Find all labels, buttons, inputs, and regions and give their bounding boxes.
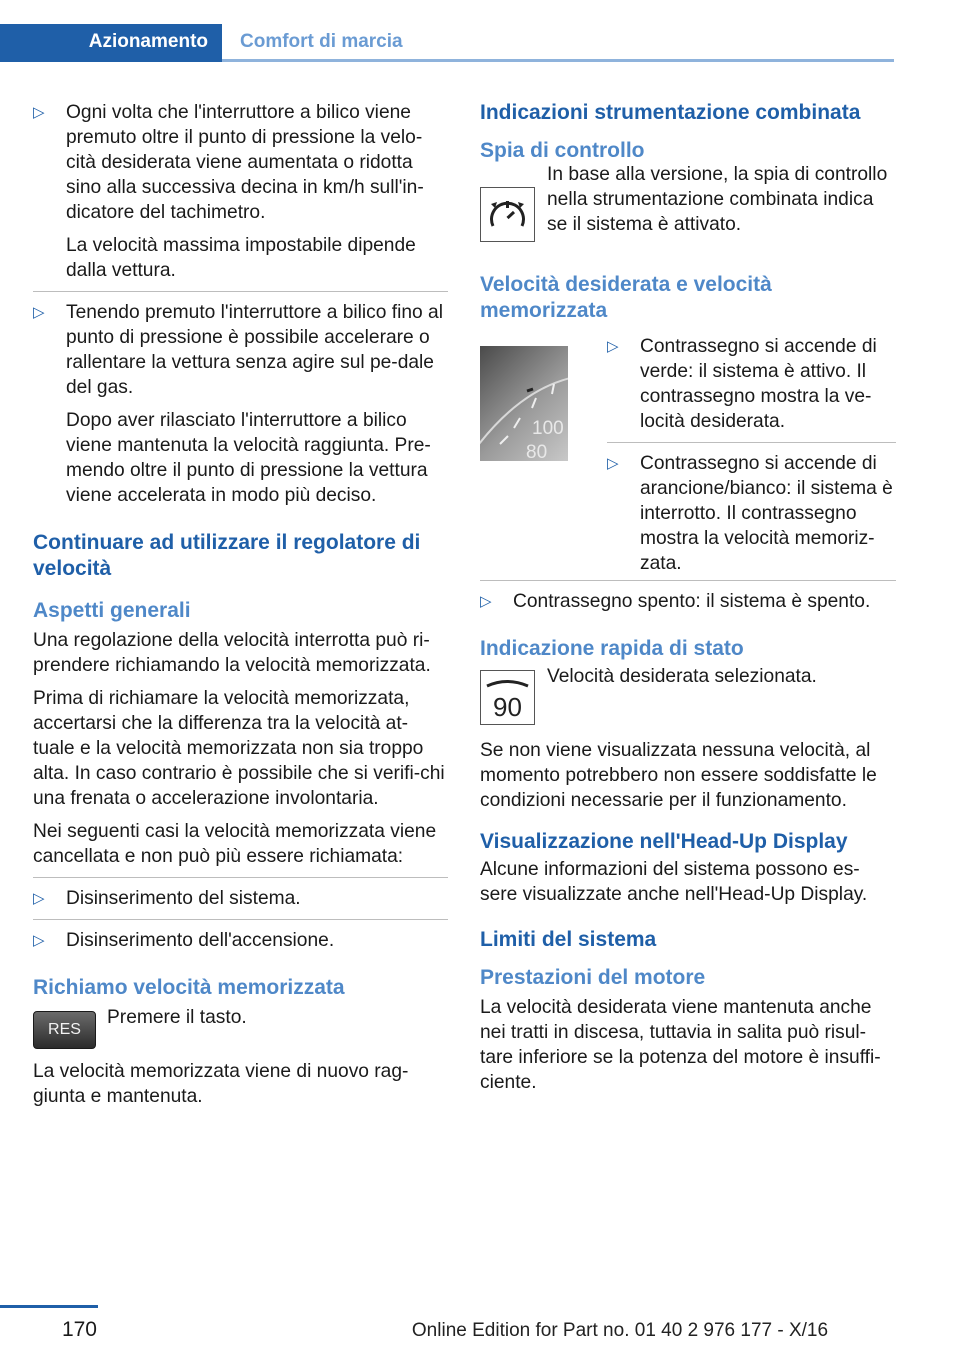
heading-limits: Limiti del sistema bbox=[480, 928, 657, 951]
list-item bbox=[33, 300, 448, 508]
heading-hud: Visualizzazione nell'Head-Up Display bbox=[480, 830, 848, 853]
list-item bbox=[33, 100, 448, 283]
heading-general: Aspetti generali bbox=[33, 599, 191, 622]
list-item-text: Disinserimento dell'accensione. bbox=[66, 930, 335, 951]
status-text: Velocità desiderata selezionata. bbox=[547, 666, 817, 687]
bullet-icon: ▷ bbox=[33, 890, 45, 907]
speed-row bbox=[480, 334, 896, 580]
paragraph: La velocità memorizzata viene di nuovo rag-giunta e mantenuta. bbox=[33, 1061, 409, 1107]
list-item-text: Contrassegno spento: il sistema è spento. bbox=[513, 591, 871, 612]
res-label: RES bbox=[48, 1021, 81, 1038]
list-item-subtext: La velocità massima impostabile dipende dalla vettura. bbox=[66, 235, 416, 281]
status-value: 90 bbox=[493, 692, 522, 722]
bullet-icon: ▷ bbox=[607, 338, 619, 355]
bullet-icon: ▷ bbox=[33, 932, 45, 949]
bullet-icon: ▷ bbox=[33, 104, 45, 121]
list-item-text: Disinserimento del sistema. bbox=[66, 888, 301, 909]
list-item-subtext: Dopo aver rilasciato l'interruttore a bilico viene mantenuta la velocità raggiunta. Pre-mendo oltre il punto di pressione la vettura viene accelerata in modo più deciso. bbox=[66, 410, 431, 506]
list-item bbox=[33, 886, 448, 911]
bullet-icon: ▷ bbox=[607, 455, 619, 472]
res-row bbox=[33, 1007, 448, 1059]
page-number: 170 bbox=[61, 1318, 97, 1341]
divider bbox=[33, 919, 448, 920]
heading-lamp: Spia di controllo bbox=[480, 139, 645, 162]
res-button-icon bbox=[33, 1011, 96, 1049]
heading-speed: Velocità desiderata e velocità memorizzata bbox=[480, 273, 772, 322]
lamp-row bbox=[480, 164, 896, 266]
list-item-text: Ogni volta che l'interruttore a bilico viene premuto oltre il punto di pressione la velo-cità desiderata viene aumentata o ridotta sino alla successiva decina in km/h sull'in-dicatore del tachimetro. bbox=[66, 102, 424, 223]
heading-engine: Prestazioni del motore bbox=[480, 966, 706, 989]
divider bbox=[33, 291, 448, 292]
gauge-80-label: 80 bbox=[526, 442, 548, 461]
speed-list bbox=[607, 334, 896, 584]
list-item-text: Contrassegno si accende di verde: il sistema è attivo. Il contrassegno mostra la ve-locità desiderata. bbox=[640, 336, 877, 432]
paragraph: Se non viene visualizzata nessuna velocità, al momento potrebbero non essere soddisfatte le condizioni necessarie per il funzionamento. bbox=[480, 740, 877, 811]
paragraph: Alcune informazioni del sistema possono es-sere visualizzate anche nell'Head-Up Display. bbox=[480, 859, 868, 905]
lamp-text: In base alla versione, la spia di controllo nella strumentazione combinata indica se il sistema è attivato. bbox=[547, 164, 888, 235]
tab-azionamento-label: Azionamento bbox=[88, 31, 208, 52]
tab-comfort-di-marcia[interactable]: Comfort di marcia bbox=[240, 31, 403, 52]
right-column bbox=[480, 100, 896, 1103]
heading-status: Indicazione rapida di stato bbox=[480, 637, 744, 660]
bullet-icon: ▷ bbox=[480, 593, 492, 610]
heading-display: Indicazioni strumentazione combinata bbox=[480, 101, 861, 124]
paragraph: Prima di richiamare la velocità memorizzata, accertarsi che la differenza tra la velocità at-tuale e la velocità memorizzata non sia troppo alta. In caso contrario è possibile che si verifi-chi una frenata o accelerazione involontaria. bbox=[33, 688, 445, 809]
list-item-text: Tenendo premuto l'interruttore a bilico fino al punto di pressione è possibile accelerare o rallentare la vettura senza agire sul pe-dale del gas. bbox=[66, 302, 443, 398]
gauge-100-label: 100 bbox=[532, 418, 564, 439]
heading-recall: Richiamo velocità memorizzata bbox=[33, 976, 345, 999]
status-row bbox=[480, 666, 896, 738]
tab-azionamento[interactable] bbox=[0, 24, 222, 62]
header-divider bbox=[222, 59, 894, 62]
list-item bbox=[33, 928, 448, 953]
gauge-image bbox=[480, 346, 568, 461]
list-item bbox=[607, 334, 896, 434]
divider bbox=[33, 877, 448, 878]
left-column bbox=[33, 100, 448, 1117]
edition-text: Online Edition for Part no. 01 40 2 976 177 - X/16 bbox=[411, 1320, 829, 1341]
list-item-text: Contrassegno si accende di arancione/bianco: il sistema è interrotto. Il contrassegno mostra la velocità memoriz-zata. bbox=[640, 453, 893, 574]
list-item bbox=[480, 589, 896, 614]
divider bbox=[607, 442, 896, 443]
list-item bbox=[607, 451, 896, 576]
paragraph: La velocità desiderata viene mantenuta anche nei tratti in discesa, tuttavia in salita può risul-tare inferiore se la potenza del motore è insuffi-ciente. bbox=[480, 997, 881, 1093]
heading-continue: Continuare ad utilizzare il regolatore di velocità bbox=[33, 531, 421, 580]
paragraph: Nei seguenti casi la velocità memorizzata viene cancellata e non può più essere richiamata: bbox=[33, 821, 437, 867]
speedometer-lamp-icon bbox=[480, 187, 535, 242]
footer-divider bbox=[0, 1305, 98, 1308]
header bbox=[0, 0, 894, 62]
bullet-icon: ▷ bbox=[33, 304, 45, 321]
speed-status-icon bbox=[480, 670, 535, 725]
press-text: Premere il tasto. bbox=[107, 1007, 247, 1028]
paragraph: Una regolazione della velocità interrotta può ri-prendere richiamando la velocità memorizzata. bbox=[33, 630, 431, 676]
